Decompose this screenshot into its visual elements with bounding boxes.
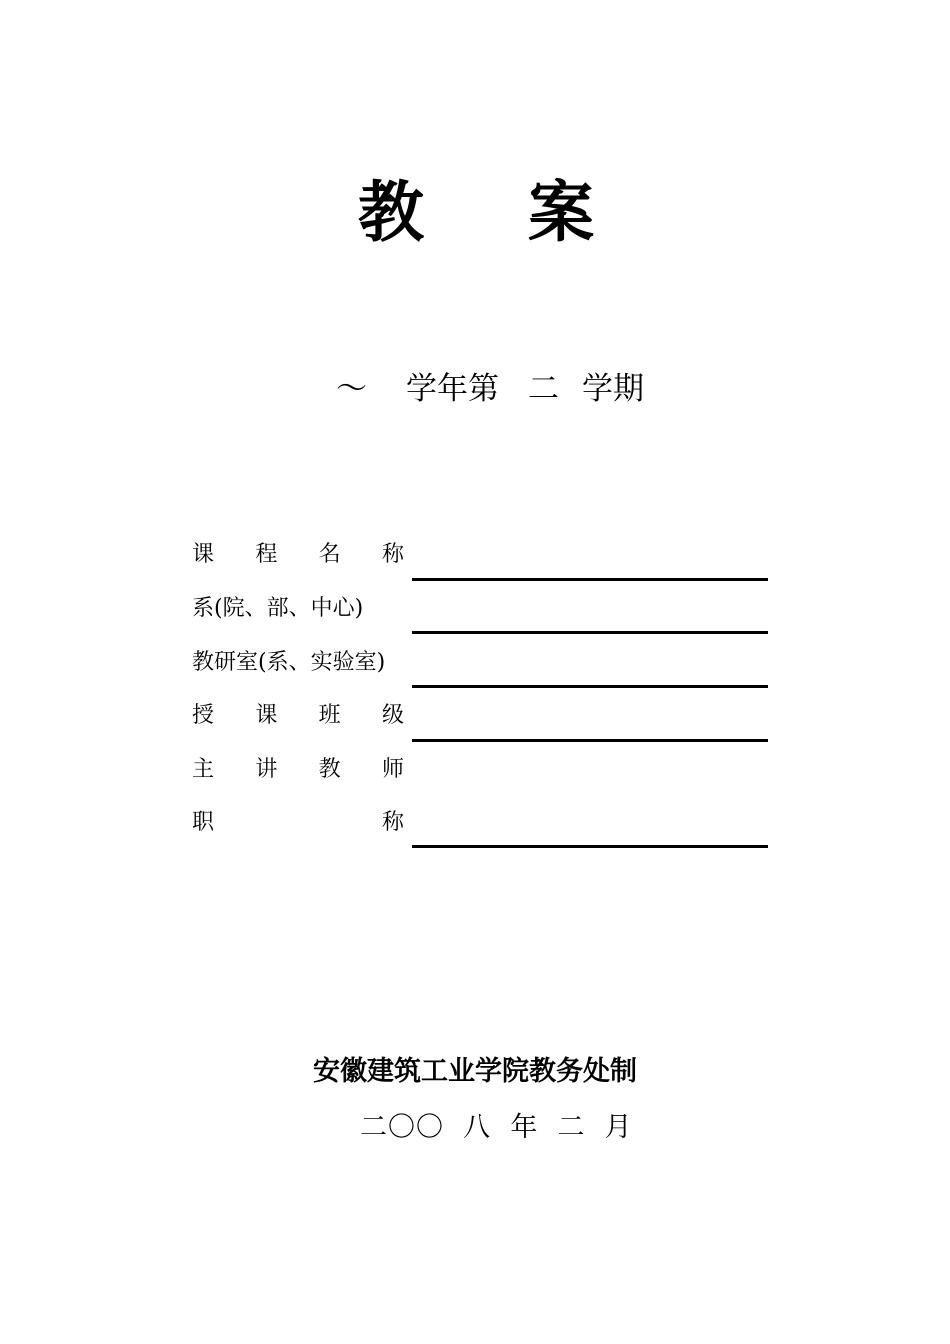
term-year-label: 学年第	[406, 371, 499, 407]
teaching-office-line[interactable]	[412, 685, 768, 688]
teaching-office-label: 教研室(系、实验室)	[192, 650, 386, 675]
title-rank-row	[192, 808, 792, 848]
course-name-line[interactable]	[412, 578, 768, 581]
department-label: 系(院、部、中心)	[192, 596, 364, 621]
teacher-row	[192, 755, 792, 795]
term-number: 二	[528, 371, 559, 407]
course-name-label: 课 程 名 称	[192, 542, 404, 567]
document-title	[0, 172, 950, 262]
department-row	[192, 594, 792, 634]
term-semester-label: 学期	[582, 371, 644, 407]
department-line[interactable]	[412, 631, 768, 634]
course-name-row	[192, 540, 792, 580]
class-line[interactable]	[412, 739, 768, 742]
issue-date: 二〇〇 八 年 二 月	[360, 1112, 633, 1143]
term-tilde: ～	[336, 371, 367, 407]
class-row	[192, 701, 792, 741]
academic-term-line	[0, 364, 950, 414]
title-char-an: 案	[528, 173, 594, 251]
teaching-office-row	[192, 648, 792, 688]
teacher-label: 主 讲 教 师	[192, 757, 404, 782]
title-char-jiao: 教	[358, 173, 424, 251]
class-label: 授 课 班 级	[192, 703, 404, 728]
title-rank-label: 职 称	[192, 810, 404, 835]
issuing-office: 安徽建筑工业学院教务处制	[313, 1056, 637, 1087]
title-rank-line[interactable]	[412, 845, 768, 848]
